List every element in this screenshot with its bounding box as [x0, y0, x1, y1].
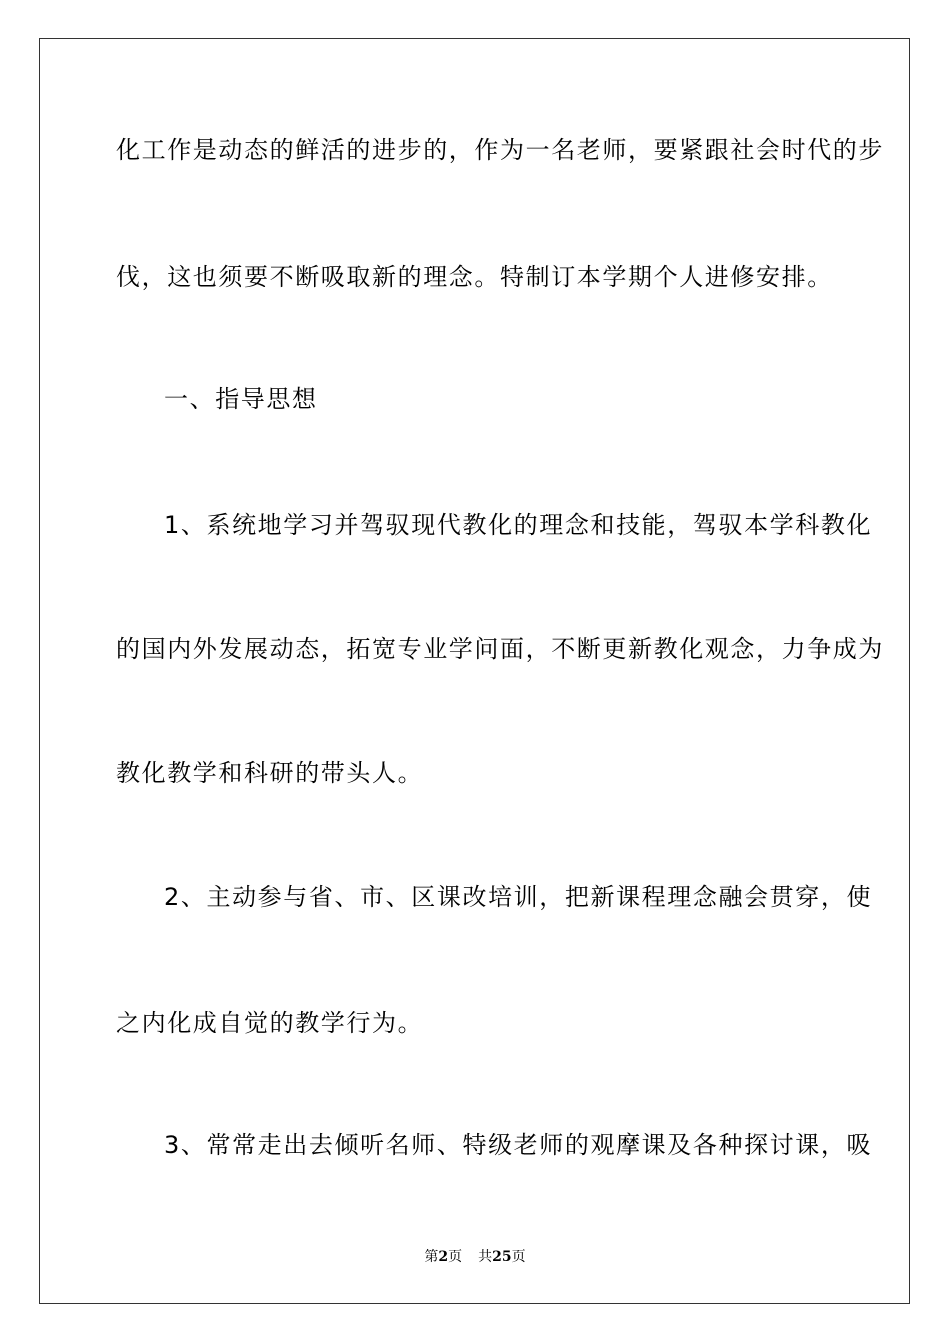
page-footer	[0, 1248, 950, 1266]
body-line-8: 之内化成自觉的教学行为。	[116, 1009, 424, 1037]
body-line-5: 的国内外发展动态，拓宽专业学问面，不断更新教化观念，力争成为	[116, 635, 884, 663]
page-prefix: 第	[424, 1249, 439, 1265]
body-line-2: 伐，这也须要不断吸取新的理念。特制订本学期个人进修安排。	[116, 263, 833, 291]
total-pages: 25	[492, 1249, 512, 1265]
body-line-7: 2、主动参与省、市、区课改培训，把新课程理念融会贯穿，使	[164, 883, 873, 911]
page-suffix: 页	[448, 1249, 463, 1265]
body-line-6: 教化教学和科研的带头人。	[116, 759, 424, 787]
section-heading: 一、指导思想	[164, 385, 318, 413]
page-number: 2	[438, 1249, 449, 1265]
total-suffix: 页	[511, 1249, 526, 1265]
body-line-1: 化工作是动态的鲜活的进步的，作为一名老师，要紧跟社会时代的步	[116, 136, 884, 164]
body-line-4: 1、系统地学习并驾驭现代教化的理念和技能，驾驭本学科教化	[164, 511, 873, 539]
page-border	[39, 38, 910, 1304]
total-prefix: 共	[478, 1249, 493, 1265]
body-line-9: 3、常常走出去倾听名师、特级老师的观摩课及各种探讨课，吸	[164, 1131, 873, 1159]
